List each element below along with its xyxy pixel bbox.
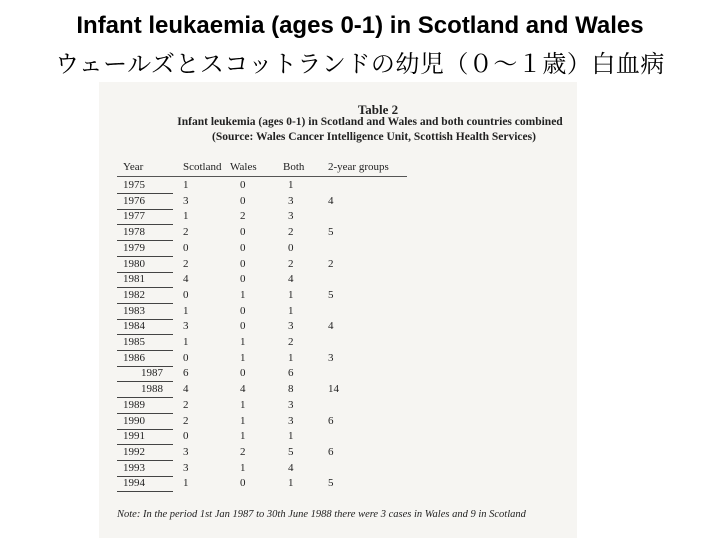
table-row	[99, 367, 577, 382]
scotland-cell: 4	[183, 273, 189, 286]
wales-cell: 0	[240, 367, 246, 380]
table-row	[99, 399, 577, 414]
table-row	[99, 462, 577, 477]
scotland-cell: 4	[183, 383, 189, 396]
year-cell: 1994	[123, 477, 145, 490]
both-cell: 3	[288, 194, 294, 207]
two-year-group-cell: 6	[328, 445, 334, 458]
year-cell: 1988	[141, 383, 163, 396]
wales-cell: 1	[240, 414, 246, 427]
wales-cell: 0	[240, 273, 246, 286]
two-year-group-cell: 5	[328, 477, 334, 490]
table-row	[99, 415, 577, 430]
scotland-cell: 1	[183, 179, 189, 191]
two-year-group-cell: 5	[328, 288, 334, 301]
year-cell: 1985	[123, 336, 145, 348]
wales-cell: 0	[240, 257, 246, 270]
header-rule	[117, 176, 407, 177]
scotland-cell: 1	[183, 336, 189, 348]
year-cell: 1975	[123, 179, 145, 191]
table-row	[99, 226, 577, 241]
table-row	[99, 336, 577, 351]
wales-cell: 1	[240, 336, 246, 348]
slide-title-japanese: ウェールズとスコットランドの幼児（０〜１歳）白血病	[55, 51, 665, 78]
both-cell: 1	[288, 288, 294, 301]
scotland-cell: 3	[183, 194, 189, 207]
scotland-cell: 0	[183, 241, 189, 254]
both-cell: 8	[288, 383, 294, 396]
year-cell: 1993	[123, 461, 145, 474]
two-year-group-cell: 5	[328, 226, 334, 239]
table-row	[99, 383, 577, 398]
wales-cell: 0	[240, 304, 246, 317]
both-cell: 1	[288, 351, 294, 364]
both-cell: 4	[288, 273, 294, 286]
header-2-year-groups: 2-year groups	[328, 161, 389, 173]
year-cell: 1979	[123, 241, 145, 254]
scotland-cell: 1	[183, 304, 189, 317]
both-cell: 3	[288, 398, 294, 411]
table-row	[99, 446, 577, 461]
table-row	[99, 305, 577, 320]
wales-cell: 0	[240, 241, 246, 254]
scotland-cell: 2	[183, 226, 189, 239]
table-caption: Infant leukemia (ages 0-1) in Scotland and Wales and both countries combined	[177, 116, 563, 128]
header-year: Year	[123, 161, 144, 173]
wales-cell: 0	[240, 226, 246, 239]
year-cell: 1980	[123, 257, 145, 270]
two-year-group-cell: 14	[328, 383, 339, 396]
both-cell: 2	[288, 336, 294, 348]
wales-cell: 2	[240, 210, 246, 223]
year-cell: 1983	[123, 304, 145, 317]
table-row	[99, 430, 577, 445]
table-row	[99, 242, 577, 257]
both-cell: 3	[288, 320, 294, 333]
wales-cell: 1	[240, 430, 246, 443]
year-cell: 1989	[123, 398, 145, 411]
table-source: (Source: Wales Cancer Intelligence Unit, Scottish Health Services)	[212, 131, 536, 143]
table-label: Table 2	[357, 102, 399, 117]
header-both: Both	[283, 161, 305, 173]
both-cell: 6	[288, 367, 294, 380]
table-footnote: Note: In the period 1st Jan 1987 to 30th June 1988 there were 3 cases in Wales and 9 in Scotland	[117, 509, 526, 520]
scotland-cell: 1	[183, 477, 189, 490]
year-cell: 1990	[123, 414, 145, 427]
both-cell: 2	[288, 257, 294, 270]
year-cell: 1982	[123, 288, 145, 301]
scotland-cell: 2	[183, 257, 189, 270]
two-year-group-cell: 2	[328, 257, 334, 270]
wales-cell: 2	[240, 445, 246, 458]
both-cell: 0	[288, 241, 294, 254]
wales-cell: 0	[240, 477, 246, 490]
scotland-cell: 3	[183, 445, 189, 458]
two-year-group-cell: 6	[328, 414, 334, 427]
year-cell: 1976	[123, 194, 145, 207]
header-wales: Wales	[230, 161, 257, 173]
both-cell: 1	[288, 477, 294, 490]
table-row	[99, 289, 577, 304]
wales-cell: 1	[240, 351, 246, 364]
table-row	[99, 352, 577, 367]
year-cell: 1978	[123, 226, 145, 239]
table-row	[99, 258, 577, 273]
two-year-group-cell: 4	[328, 194, 334, 207]
wales-cell: 4	[240, 383, 246, 396]
slide-title-english: Infant leukaemia (ages 0-1) in Scotland and Wales	[76, 12, 644, 39]
table-row	[99, 210, 577, 225]
year-cell: 1991	[123, 430, 145, 443]
scotland-cell: 0	[183, 351, 189, 364]
year-cell: 1992	[123, 445, 145, 458]
scotland-cell: 3	[183, 461, 189, 474]
both-cell: 1	[288, 179, 294, 191]
scotland-cell: 2	[183, 398, 189, 411]
scotland-cell: 0	[183, 288, 189, 301]
both-cell: 3	[288, 210, 294, 223]
both-cell: 1	[288, 430, 294, 443]
year-cell: 1986	[123, 351, 145, 364]
table-row	[99, 273, 577, 288]
scotland-cell: 6	[183, 367, 189, 380]
year-cell: 1981	[123, 273, 145, 286]
two-year-group-cell: 4	[328, 320, 334, 333]
year-cell: 1984	[123, 320, 145, 333]
wales-cell: 1	[240, 461, 246, 474]
scanned-table-image	[99, 82, 577, 538]
wales-cell: 0	[240, 179, 246, 191]
year-underline	[117, 491, 173, 492]
both-cell: 3	[288, 414, 294, 427]
wales-cell: 0	[240, 194, 246, 207]
table-row	[99, 477, 577, 492]
year-cell: 1977	[123, 210, 145, 223]
wales-cell: 0	[240, 320, 246, 333]
year-cell: 1987	[141, 367, 163, 380]
scotland-cell: 2	[183, 414, 189, 427]
scotland-cell: 3	[183, 320, 189, 333]
wales-cell: 1	[240, 288, 246, 301]
scotland-cell: 1	[183, 210, 189, 223]
wales-cell: 1	[240, 398, 246, 411]
both-cell: 2	[288, 226, 294, 239]
header-scotland: Scotland	[183, 161, 222, 173]
both-cell: 5	[288, 445, 294, 458]
two-year-group-cell: 3	[328, 351, 334, 364]
both-cell: 4	[288, 461, 294, 474]
table-row	[99, 320, 577, 335]
table-row	[99, 179, 577, 194]
both-cell: 1	[288, 304, 294, 317]
table-row	[99, 195, 577, 210]
scotland-cell: 0	[183, 430, 189, 443]
